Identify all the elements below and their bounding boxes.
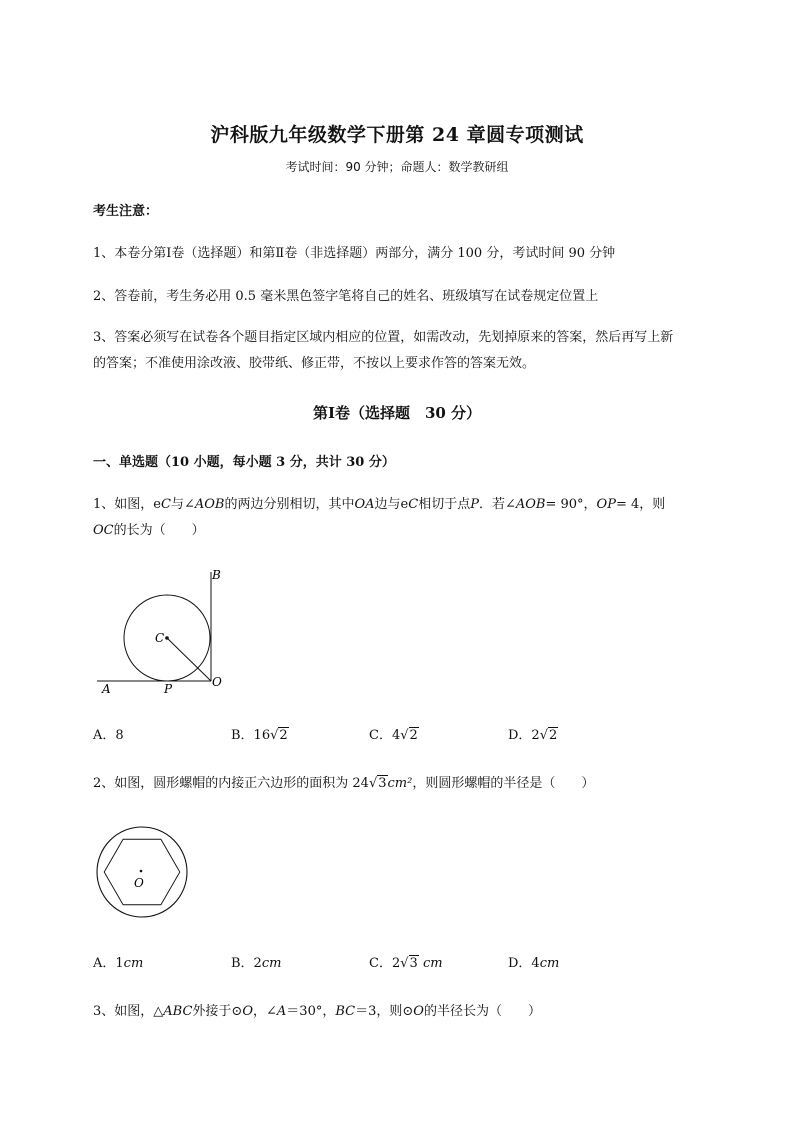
q1-text: 相切于点 — [418, 497, 471, 512]
notice-item-2: 2、答卷前，考生务必用 0.5 毫米黑色签字笔将自己的姓名、班级填写在试卷规定位置上 — [93, 289, 599, 304]
q2-option-b[interactable] — [231, 952, 281, 971]
math-var: C — [160, 497, 171, 512]
option-text: A．1 — [93, 956, 124, 971]
math-var: AOB — [515, 497, 546, 512]
q2-option-c[interactable]: C．2√3 cm — [369, 956, 443, 971]
unit: cm — [422, 956, 443, 971]
q3-text: 外接于⊙ — [192, 1004, 243, 1019]
math-var: O — [413, 1004, 424, 1019]
option-text: C．2 — [369, 956, 401, 971]
circle-symbol: e — [400, 497, 409, 512]
q1-text: 1、如图， — [93, 497, 154, 512]
notice-item-3-line-2: 的答案；不准使用涂改液、胶带纸、修正带，不按以上要求作答的答案无效。 — [93, 356, 536, 371]
option-text: B．16 — [231, 728, 271, 743]
q3-text: ，∠ — [253, 1004, 277, 1019]
math-var: A — [276, 1004, 287, 1019]
math-var: ABC — [163, 1004, 193, 1019]
q1-text: ．若∠ — [478, 497, 516, 512]
q1-text: = 90°， — [545, 497, 597, 512]
q1-option-c[interactable]: C．4√2 — [369, 728, 418, 743]
q1-option-d[interactable]: D．2√2 — [508, 728, 558, 743]
q3-text: 3、如图，△ — [93, 1004, 164, 1019]
section-title: 第Ⅰ卷（选择题 30 分） — [312, 404, 482, 422]
page-title: 沪科版九年级数学下册第 24 章圆专项测试 — [210, 124, 584, 146]
notice-heading: 考生注意： — [93, 204, 159, 219]
circle-symbol: e — [153, 497, 161, 512]
unit: cm — [261, 956, 282, 971]
radicand: 2 — [409, 728, 418, 743]
radicand: 3 — [409, 956, 418, 971]
q1-option-a[interactable] — [93, 724, 124, 743]
q1-text: 与∠ — [170, 497, 195, 512]
math-var: AOB — [194, 497, 225, 512]
question-2-line-1: 2、如图，圆形螺帽的内接正六边形的面积为 24√3cm²，则圆形螺帽的半径是（ ） — [93, 776, 595, 791]
radicand: 2 — [279, 728, 288, 743]
math-var: BC — [335, 1004, 356, 1019]
q3-text: 的半径长为（ ） — [423, 1004, 541, 1019]
q2-option-a[interactable] — [93, 952, 143, 971]
label-B: B — [212, 568, 221, 582]
q3-text: ＝3，则⊙ — [355, 1004, 414, 1019]
q1-text: 边与 — [374, 497, 401, 512]
q3-text: ＝30°， — [286, 1004, 336, 1019]
option-text: D．4 — [508, 956, 540, 971]
part-heading: 一、单选题（10 小题，每小题 3 分，共计 30 分） — [93, 455, 395, 470]
math-var: OP — [596, 497, 616, 512]
notice-item-3-line-1: 3、答案必须写在试卷各个题目指定区域内相应的位置，如需改动，先划掉原来的答案，然后再写上新 — [93, 330, 674, 345]
label-O: O — [212, 675, 222, 689]
question-3-line-1 — [93, 1000, 541, 1019]
math-var: C — [408, 497, 419, 512]
q1-text: 的长为（ ） — [113, 523, 205, 538]
q2-text: ，则圆形螺帽的半径是（ ） — [412, 776, 595, 791]
option-text: B．2 — [231, 956, 262, 971]
label-O: O — [134, 876, 144, 890]
q2-option-d[interactable] — [508, 952, 559, 971]
label-A: A — [102, 682, 111, 696]
unit: cm — [539, 956, 560, 971]
question-1-figure — [95, 562, 235, 697]
page-subtitle: 考试时间：90 分钟；命题人：数学教研组 — [285, 160, 509, 174]
math-var: OC — [93, 523, 114, 538]
math-var: OA — [354, 497, 375, 512]
question-1-line-1 — [93, 493, 665, 512]
option-text: D．2 — [508, 728, 540, 743]
q2-text: 2、如图，圆形螺帽的内接正六边形的面积为 24 — [93, 776, 369, 791]
question-1-line-2 — [93, 519, 205, 538]
q1-text: 的两边分别相切，其中 — [224, 497, 355, 512]
q1-text: = 4，则 — [615, 497, 666, 512]
q1-option-b[interactable]: B．16√2 — [231, 728, 288, 743]
radicand: 2 — [549, 728, 558, 743]
unit: cm² — [387, 776, 413, 791]
unit: cm — [123, 956, 144, 971]
math-var: P — [470, 497, 479, 512]
label-C: C — [155, 631, 165, 645]
option-text: C．4 — [369, 728, 401, 743]
notice-item-1: 1、本卷分第Ⅰ卷（选择题）和第Ⅱ卷（非选择题）两部分，满分 100 分，考试时间 90 分钟 — [93, 246, 616, 261]
math-var: O — [242, 1004, 253, 1019]
label-P: P — [164, 682, 173, 696]
radicand: 3 — [378, 776, 387, 791]
question-2-figure — [95, 825, 190, 920]
option-text: A．8 — [93, 728, 124, 743]
